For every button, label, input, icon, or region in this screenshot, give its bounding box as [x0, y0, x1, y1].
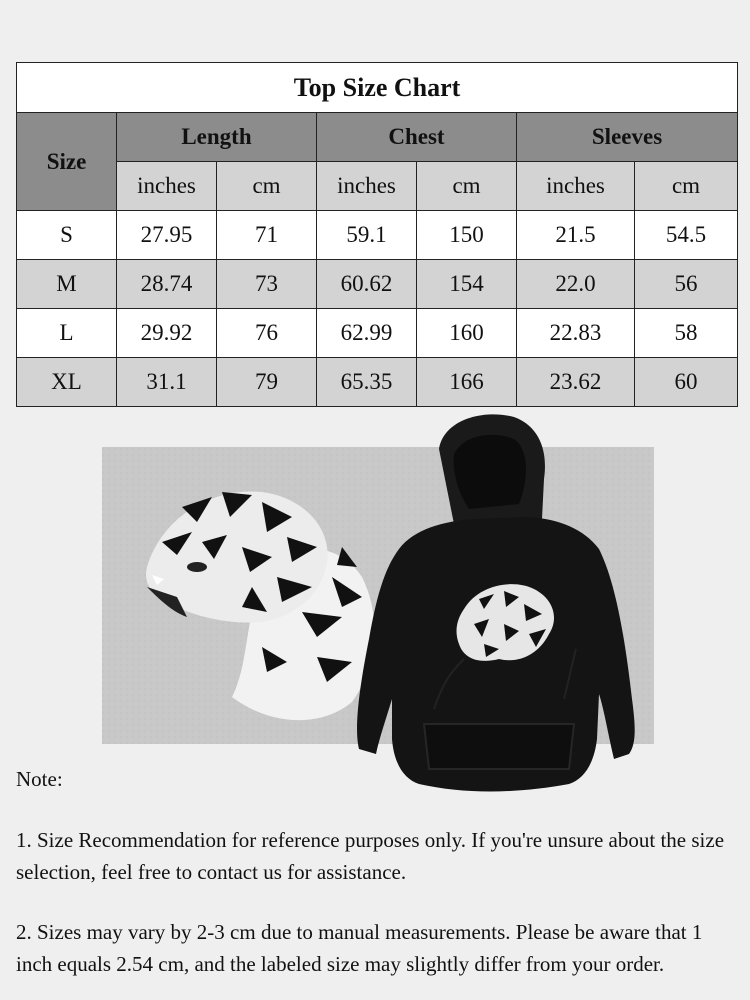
table-cell: 71: [217, 211, 317, 260]
sleeves-header: Sleeves: [517, 113, 738, 162]
table-cell: 60: [635, 358, 738, 407]
size-cell: M: [17, 260, 117, 309]
size-cell: S: [17, 211, 117, 260]
table-row: [17, 309, 738, 358]
table-cell: 54.5: [635, 211, 738, 260]
size-cell: XL: [17, 358, 117, 407]
table-cell: 79: [217, 358, 317, 407]
note-item-2: 2. Sizes may vary by 2-3 cm due to manual measurements. Please be aware that 1 inch equals 2.54 cm, and the labeled size may slightly differ from your order.: [16, 920, 703, 976]
chest-header: Chest: [317, 113, 517, 162]
note-item-1: 1. Size Recommendation for reference purposes only. If you're unsure about the size selection, feel free to contact us for assistance.: [16, 828, 725, 884]
unit-header: inches: [117, 162, 217, 211]
unit-header: inches: [317, 162, 417, 211]
table-row: [17, 211, 738, 260]
chart-title: Top Size Chart: [17, 63, 738, 113]
table-cell: 59.1: [317, 211, 417, 260]
table-cell: 150: [417, 211, 517, 260]
table-cell: 21.5: [517, 211, 635, 260]
note-heading: Note:: [16, 767, 63, 791]
unit-header: cm: [417, 162, 517, 211]
product-image: [102, 447, 654, 744]
table-row: [17, 358, 738, 407]
table-cell: 29.92: [117, 309, 217, 358]
size-chart-table: [16, 62, 738, 407]
table-cell: 154: [417, 260, 517, 309]
table-cell: 22.0: [517, 260, 635, 309]
unit-header: inches: [517, 162, 635, 211]
unit-header: cm: [217, 162, 317, 211]
table-cell: 166: [417, 358, 517, 407]
unit-header: cm: [635, 162, 738, 211]
table-cell: 22.83: [517, 309, 635, 358]
table-cell: 65.35: [317, 358, 417, 407]
table-row: [17, 260, 738, 309]
hoodie-image: [314, 409, 654, 809]
table-cell: 73: [217, 260, 317, 309]
length-header: Length: [117, 113, 317, 162]
size-header: Size: [17, 113, 117, 211]
table-cell: 27.95: [117, 211, 217, 260]
size-cell: L: [17, 309, 117, 358]
table-cell: 58: [635, 309, 738, 358]
table-cell: 31.1: [117, 358, 217, 407]
table-cell: 23.62: [517, 358, 635, 407]
table-cell: 60.62: [317, 260, 417, 309]
table-cell: 76: [217, 309, 317, 358]
table-cell: 28.74: [117, 260, 217, 309]
table-cell: 56: [635, 260, 738, 309]
table-cell: 160: [417, 309, 517, 358]
table-cell: 62.99: [317, 309, 417, 358]
